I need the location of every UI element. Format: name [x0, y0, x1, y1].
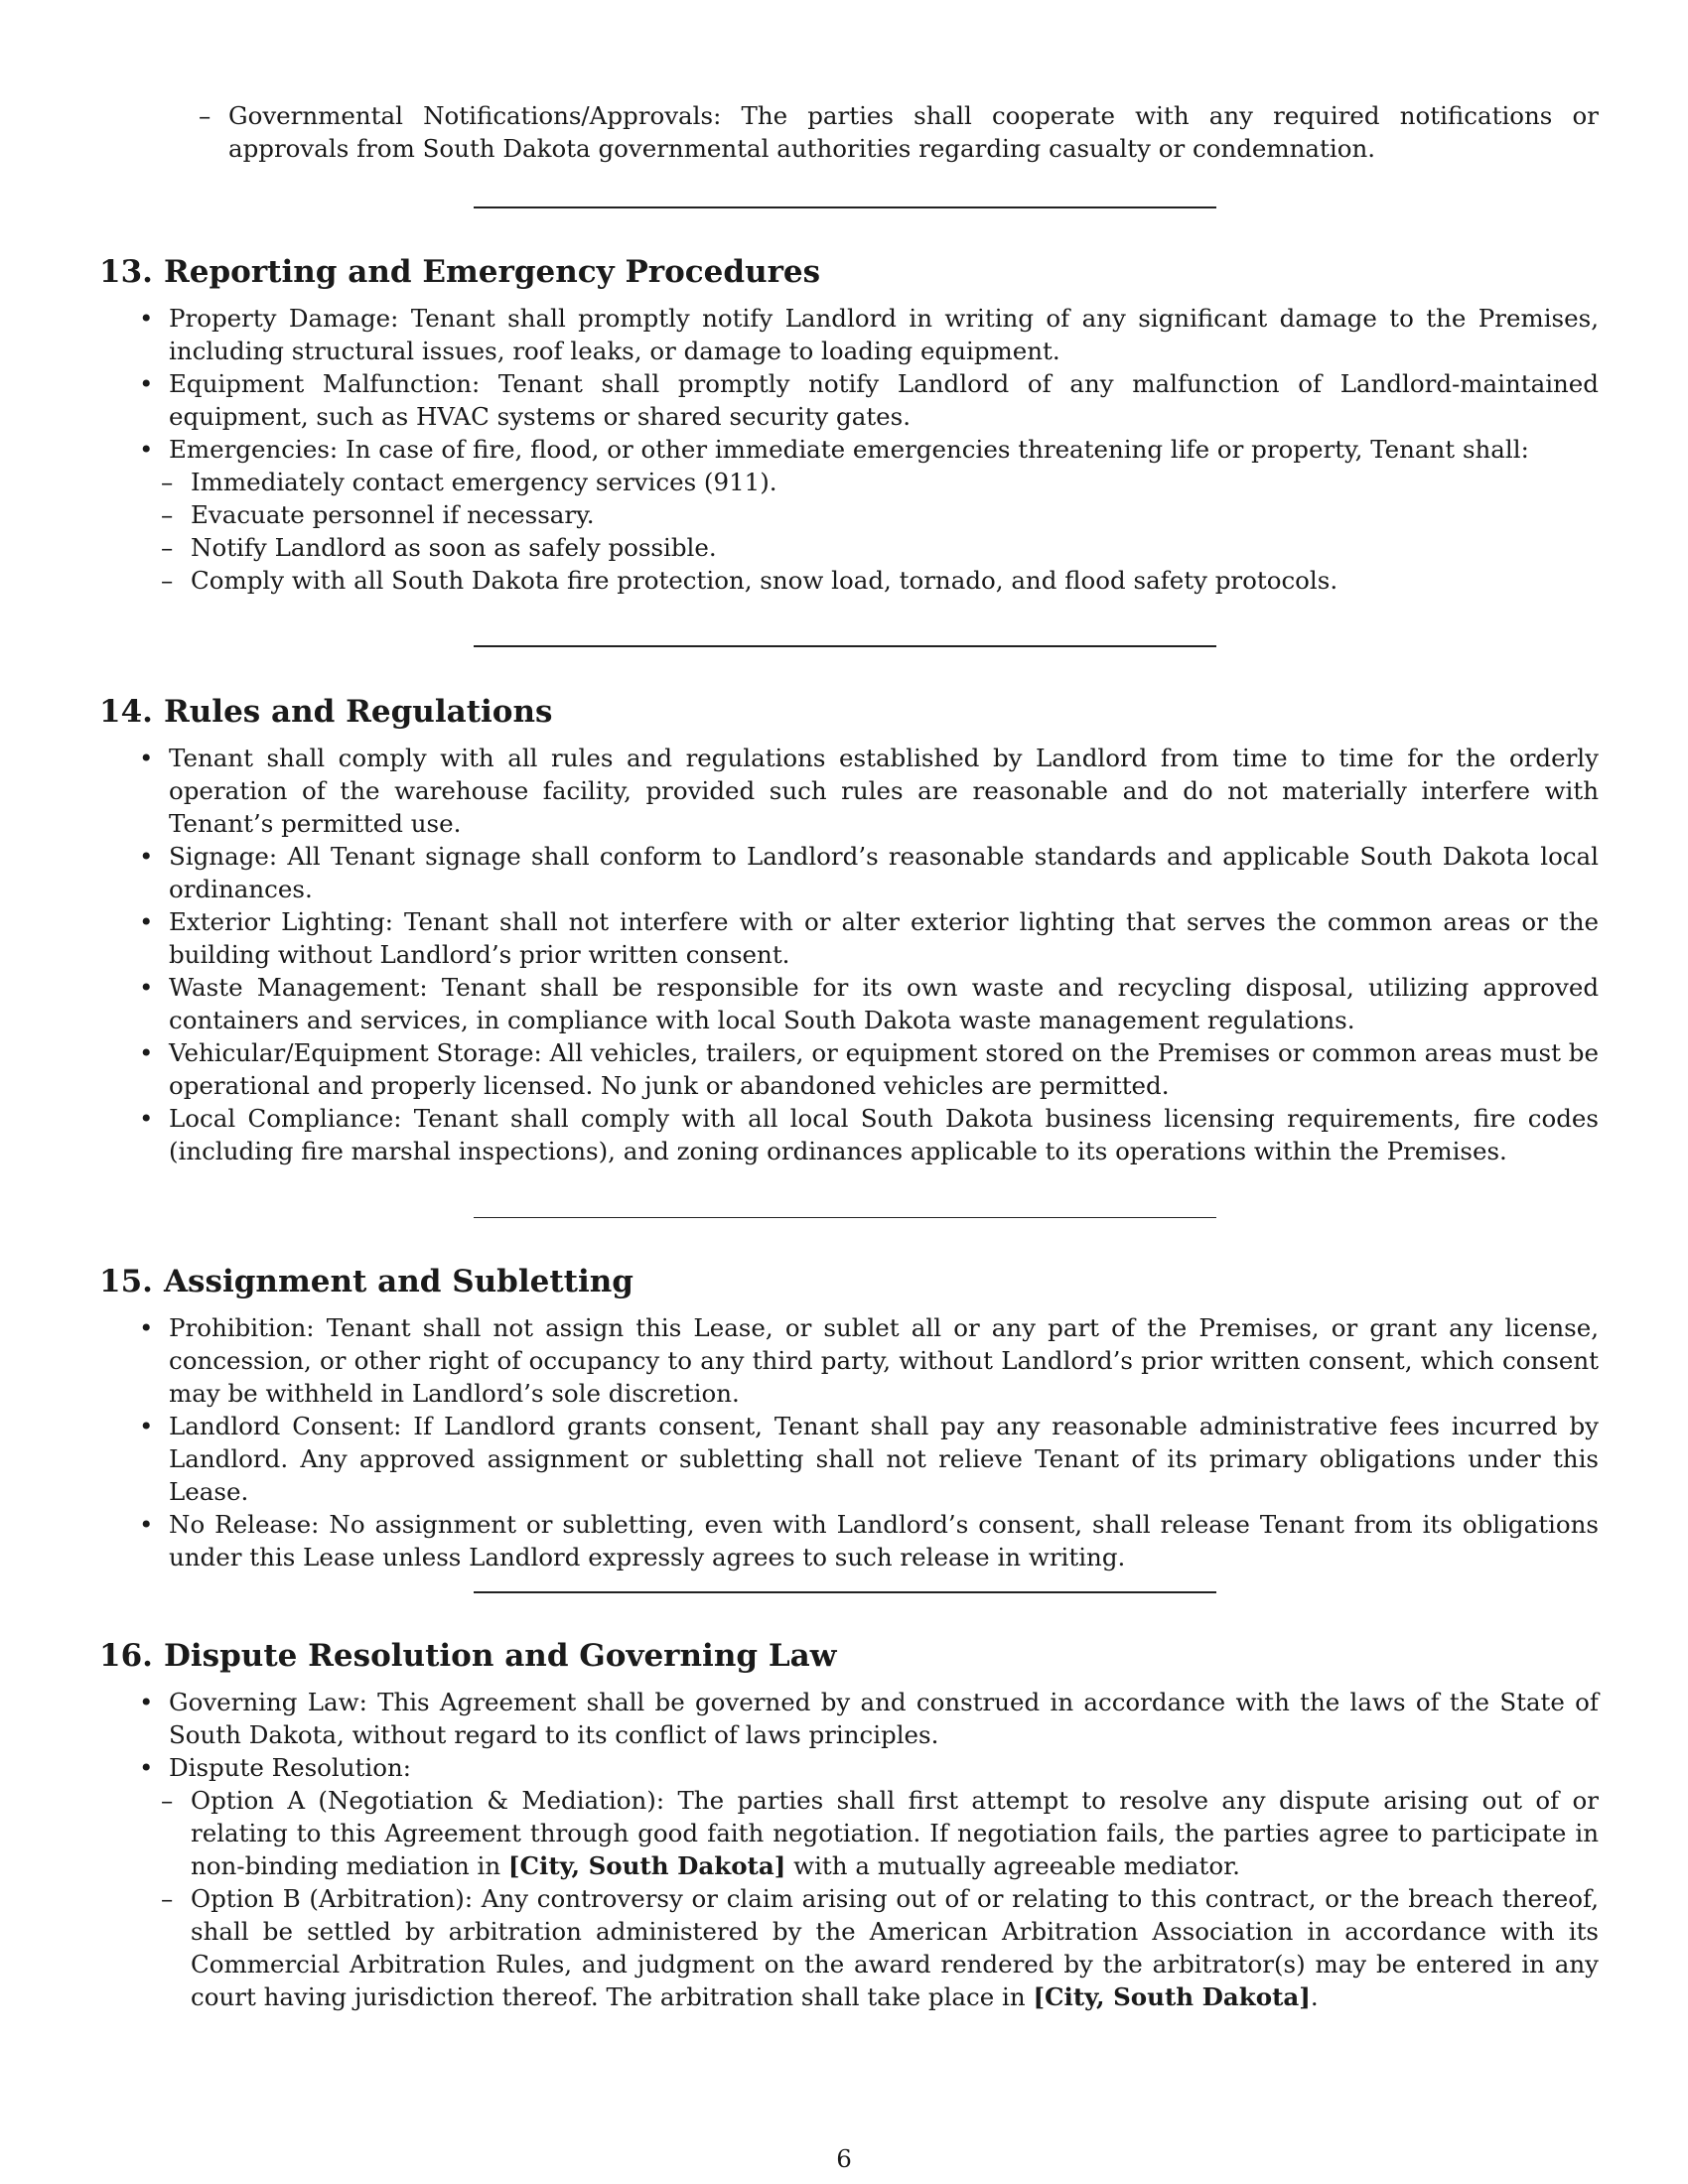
bullet-list: [99, 742, 1599, 1167]
sub-list-item: [161, 1882, 1599, 2013]
list-item: • Prohibition: Tenant shall not assign this Lease, or sublet all or any part of the Premises, or grant any license, concession, or other right of occupancy to any third party, without Landlord’s prior written consent, which consent may be withheld in Landlord’s sole discretion.: [99, 1311, 1599, 1410]
section-number: 14.: [99, 694, 153, 730]
sub-list: [169, 1784, 1599, 2013]
sub-list-item: – Evacuate personnel if necessary.: [161, 498, 1599, 531]
sub-list-item: – Notify Landlord as soon as safely possible.: [161, 531, 1599, 564]
list-item-text: Emergencies: In case of fire, flood, or other immediate emergencies threatening life or property, Tenant shall:: [169, 435, 1529, 464]
section-14: [99, 692, 1599, 1167]
continued-list: [199, 99, 1599, 165]
list-item: • Equipment Malfunction: Tenant shall promptly notify Landlord of any malfunction of Landlord-maintained equipment, such as HVAC systems or shared security gates.: [99, 367, 1599, 433]
option-a-text-end: with a mutually agreeable mediator.: [785, 1851, 1240, 1880]
section-divider: [474, 206, 1216, 208]
section-number: 16.: [99, 1638, 153, 1674]
placeholder-city: [City, South Dakota]: [1033, 1982, 1311, 2011]
section-divider: [474, 645, 1216, 647]
list-item: • Signage: All Tenant signage shall conform to Landlord’s reasonable standards and applicable South Dakota local ordinances.: [99, 840, 1599, 905]
list-item: • Property Damage: Tenant shall promptly notify Landlord in writing of any significant damage to the Premises, including structural issues, roof leaks, or damage to loading equipment.: [99, 302, 1599, 367]
list-item: [99, 1751, 1599, 2013]
bullet-list: [99, 1311, 1599, 1573]
section-number: 13.: [99, 254, 153, 290]
option-a-text: Option A (Negotiation & Mediation): The parties shall first attempt to resolve any dispute arising out of or relating to this Agreement through good faith negotiation. If negotiation fails, the parties agree to participate in non-binding mediation in: [191, 1786, 1599, 1880]
bullet-list: [99, 302, 1599, 597]
list-item: • No Release: No assignment or subletting, even with Landlord’s consent, shall release Tenant from its obligations under this Lease unless Landlord expressly agrees to such release in writing.: [99, 1508, 1599, 1573]
page-number: 6: [836, 2144, 852, 2173]
section-heading: [99, 1636, 1599, 1676]
section-title: Dispute Resolution and Governing Law: [164, 1638, 837, 1674]
list-item: • Vehicular/Equipment Storage: All vehicles, trailers, or equipment stored on the Premises or common areas must be operational and properly licensed. No junk or abandoned vehicles are permitted.: [99, 1036, 1599, 1102]
list-item: • Waste Management: Tenant shall be responsible for its own waste and recycling disposal, utilizing approved containers and services, in compliance with local South Dakota waste management regulations.: [99, 971, 1599, 1036]
section-title: Reporting and Emergency Procedures: [164, 254, 821, 290]
section-title: Assignment and Subletting: [164, 1264, 633, 1299]
list-item-text: Dispute Resolution:: [169, 1753, 411, 1782]
section-title: Rules and Regulations: [164, 694, 553, 730]
section-15: [99, 1262, 1599, 1573]
section-16: [99, 1636, 1599, 2013]
sub-list-item: – Immediately contact emergency services (911).: [161, 466, 1599, 498]
section-divider: [474, 1591, 1216, 1593]
section-heading: [99, 252, 1599, 292]
section-divider: [474, 1217, 1216, 1218]
sub-list-item: [161, 1784, 1599, 1882]
section-heading: [99, 692, 1599, 732]
sub-list-item: – Comply with all South Dakota fire protection, snow load, tornado, and flood safety protocols.: [161, 564, 1599, 597]
section-13: [99, 252, 1599, 597]
placeholder-city: [City, South Dakota]: [507, 1851, 786, 1880]
list-item: – Governmental Notifications/Approvals: The parties shall cooperate with any required notifications or approvals from South Dakota governmental authorities regarding casualty or condemnation.: [199, 99, 1599, 165]
list-item: • Tenant shall comply with all rules and regulations established by Landlord from time to time for the orderly operation of the warehouse facility, provided such rules are reasonable and do not materially interfere with Tenant’s permitted use.: [99, 742, 1599, 840]
list-item: • Landlord Consent: If Landlord grants consent, Tenant shall pay any reasonable administrative fees incurred by Landlord. Any approved assignment or subletting shall not relieve Tenant of its primary obligations under this Lease.: [99, 1410, 1599, 1508]
list-item: [99, 433, 1599, 597]
bullet-list: [99, 1686, 1599, 2013]
list-item: • Local Compliance: Tenant shall comply with all local South Dakota business licensing requirements, fire codes (including fire marshal inspections), and zoning ordinances applicable to its operations within the Premises.: [99, 1102, 1599, 1167]
section-heading: [99, 1262, 1599, 1301]
option-b-text: Option B (Arbitration): Any controversy or claim arising out of or relating to this contract, or the breach thereof, shall be settled by arbitration administered by the American Arbitration Association in accordance with its Commercial Arbitration Rules, and judgment on the award rendered by the arbitrator(s) may be entered in any court having jurisdiction thereof. The arbitration shall take place in: [191, 1884, 1599, 2011]
list-item: • Exterior Lighting: Tenant shall not interfere with or alter exterior lighting that serves the common areas or the building without Landlord’s prior written consent.: [99, 905, 1599, 971]
list-item: • Governing Law: This Agreement shall be governed by and construed in accordance with the laws of the State of South Dakota, without regard to its conflict of laws principles.: [99, 1686, 1599, 1751]
sub-list: [169, 466, 1599, 597]
section-number: 15.: [99, 1264, 153, 1299]
option-b-text-end: .: [1310, 1982, 1319, 2011]
